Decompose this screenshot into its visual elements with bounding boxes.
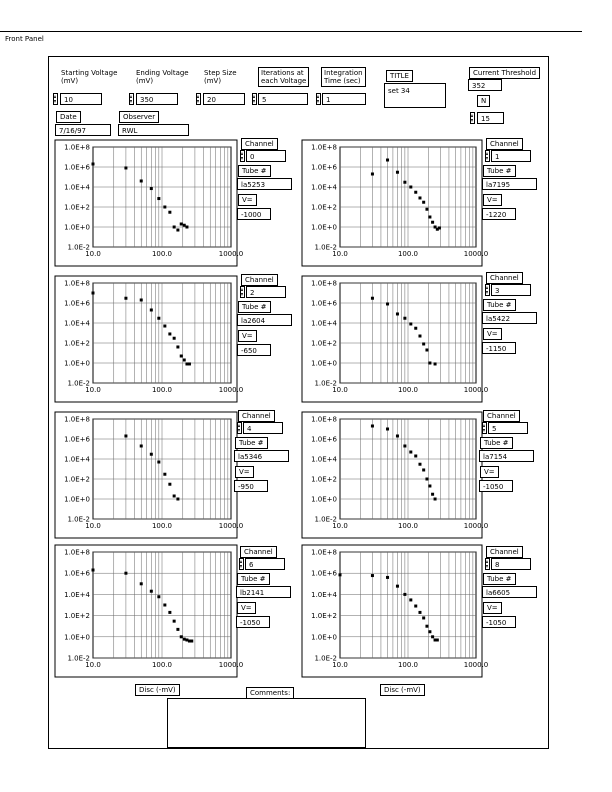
- data-point: [339, 573, 342, 576]
- data-point: [371, 574, 374, 577]
- data-point: [409, 186, 412, 189]
- data-point: [176, 229, 179, 232]
- channel-input[interactable]: 3: [491, 284, 531, 296]
- y-tick-label: 1.0E+6: [311, 569, 337, 578]
- current-threshold-input[interactable]: 352: [468, 79, 502, 91]
- x-tick-label: 10.0: [85, 661, 101, 669]
- y-tick-label: 1.0E+2: [64, 612, 90, 621]
- data-point: [176, 345, 179, 348]
- n-label: N: [477, 95, 490, 107]
- x-tick-label: 1000.0: [218, 661, 244, 669]
- x-tick-label: 100.0: [151, 386, 173, 394]
- tube-input[interactable]: la7154: [479, 450, 534, 462]
- y-tick-label: 1.0E+8: [64, 279, 90, 288]
- channel-label: Channel: [240, 546, 277, 558]
- data-point: [422, 201, 425, 204]
- x-axis-label-left: Disc (-mV): [135, 684, 180, 696]
- data-point: [386, 576, 389, 579]
- data-point: [168, 332, 171, 335]
- data-point: [409, 322, 412, 325]
- data-point: [168, 211, 171, 214]
- data-point: [434, 498, 437, 501]
- tube-input[interactable]: la6605: [482, 586, 537, 598]
- chart-5: [302, 412, 488, 538]
- x-tick-label: 100.0: [151, 522, 173, 530]
- data-point: [180, 222, 183, 225]
- data-point: [422, 468, 425, 471]
- channel-spinner[interactable]: [485, 284, 490, 296]
- data-point: [173, 620, 176, 623]
- chart-3: [302, 276, 488, 402]
- data-point: [92, 292, 95, 295]
- data-point: [403, 317, 406, 320]
- step-size-input[interactable]: 20: [203, 93, 245, 105]
- starting-voltage-input[interactable]: 10: [60, 93, 102, 105]
- tube-input[interactable]: la5346: [234, 450, 289, 462]
- data-point: [140, 582, 143, 585]
- v-label: V=: [483, 602, 502, 614]
- data-point: [157, 461, 160, 464]
- y-tick-label: 1.0E-2: [67, 379, 90, 388]
- current-threshold-label: Current Threshold: [469, 67, 540, 79]
- data-point: [163, 473, 166, 476]
- channel-spinner[interactable]: [237, 422, 242, 434]
- v-input[interactable]: -1050: [482, 616, 516, 628]
- data-point: [386, 302, 389, 305]
- y-tick-label: 1.0E+0: [64, 495, 90, 504]
- y-tick-label: 1.0E+0: [311, 359, 337, 368]
- data-point: [414, 191, 417, 194]
- x-tick-label: 10.0: [332, 522, 348, 530]
- data-point: [188, 362, 191, 365]
- channel-spinner[interactable]: [485, 150, 490, 162]
- y-tick-label: 1.0E+6: [64, 569, 90, 578]
- data-point: [396, 434, 399, 437]
- y-tick-label: 1.0E+8: [64, 548, 90, 557]
- title-input[interactable]: set 34: [384, 83, 446, 108]
- starting-voltage-label: Starting Voltage (mV): [61, 69, 118, 85]
- channel-input[interactable]: 6: [245, 558, 285, 570]
- x-tick-label: 100.0: [397, 386, 419, 394]
- y-tick-label: 1.0E+4: [64, 183, 90, 192]
- x-tick-label: 10.0: [85, 386, 101, 394]
- tube-input[interactable]: la5253: [237, 178, 292, 190]
- data-point: [140, 444, 143, 447]
- tube-input[interactable]: la7195: [482, 178, 537, 190]
- data-point: [371, 172, 374, 175]
- n-input[interactable]: 15: [477, 112, 504, 124]
- x-tick-label: 100.0: [151, 661, 173, 669]
- tube-label: Tube #: [483, 299, 516, 311]
- y-tick-label: 1.0E+0: [64, 633, 90, 642]
- integration-time-input[interactable]: 1: [322, 93, 366, 105]
- channel-label: Channel: [241, 274, 278, 286]
- v-input[interactable]: -1050: [479, 480, 513, 492]
- channel-spinner[interactable]: [485, 558, 490, 570]
- y-tick-label: 1.0E+8: [311, 548, 337, 557]
- y-tick-label: 1.0E+4: [311, 183, 337, 192]
- tube-input[interactable]: la2604: [237, 314, 292, 326]
- channel-spinner[interactable]: [240, 286, 245, 298]
- y-tick-label: 1.0E-2: [67, 243, 90, 252]
- data-point: [157, 317, 160, 320]
- channel-label: Channel: [241, 138, 278, 150]
- y-tick-label: 1.0E+6: [311, 299, 337, 308]
- y-tick-label: 1.0E+6: [64, 435, 90, 444]
- y-tick-label: 1.0E+0: [311, 223, 337, 232]
- data-point: [176, 498, 179, 501]
- data-point: [180, 635, 183, 638]
- x-tick-label: 10.0: [332, 250, 348, 258]
- data-point: [431, 635, 434, 638]
- data-point: [163, 206, 166, 209]
- y-tick-label: 1.0E-2: [67, 654, 90, 663]
- channel-input[interactable]: 4: [243, 422, 283, 434]
- data-point: [163, 604, 166, 607]
- y-tick-label: 1.0E+4: [64, 319, 90, 328]
- v-label: V=: [235, 466, 254, 478]
- channel-spinner[interactable]: [239, 558, 244, 570]
- data-point: [434, 362, 437, 365]
- v-input[interactable]: -950: [234, 480, 268, 492]
- data-point: [124, 572, 127, 575]
- y-tick-label: 1.0E+8: [64, 143, 90, 152]
- channel-input[interactable]: 1: [491, 150, 531, 162]
- ending-voltage-input[interactable]: 350: [136, 93, 178, 105]
- data-point: [124, 434, 127, 437]
- y-tick-label: 1.0E+2: [64, 339, 90, 348]
- date-label: Date: [56, 111, 81, 123]
- data-point: [425, 625, 428, 628]
- data-point: [418, 335, 421, 338]
- data-point: [150, 453, 153, 456]
- tube-label: Tube #: [483, 573, 516, 585]
- x-tick-label: 1000.0: [218, 386, 244, 394]
- data-point: [418, 611, 421, 614]
- y-tick-label: 1.0E+2: [311, 612, 337, 621]
- v-input[interactable]: -1000: [237, 208, 271, 220]
- data-point: [431, 493, 434, 496]
- x-tick-label: 1000.0: [463, 661, 489, 669]
- data-point: [140, 179, 143, 182]
- y-tick-label: 1.0E+8: [311, 143, 337, 152]
- channel-label: Channel: [486, 272, 523, 284]
- data-point: [173, 494, 176, 497]
- y-tick-label: 1.0E-2: [314, 379, 337, 388]
- y-tick-label: 1.0E+6: [311, 163, 337, 172]
- window-title: Front Panel: [5, 35, 44, 43]
- data-point: [163, 325, 166, 328]
- channel-label: Channel: [483, 410, 520, 422]
- tube-input[interactable]: la5422: [482, 312, 537, 324]
- v-label: V=: [483, 194, 502, 206]
- data-point: [157, 197, 160, 200]
- data-point: [418, 463, 421, 466]
- data-point: [92, 569, 95, 572]
- channel-label: Channel: [238, 410, 275, 422]
- x-tick-label: 10.0: [332, 661, 348, 669]
- v-label: V=: [237, 602, 256, 614]
- x-tick-label: 1000.0: [218, 522, 244, 530]
- tube-label: Tube #: [238, 301, 271, 313]
- observer-label: Observer: [119, 111, 159, 123]
- data-point: [428, 630, 431, 633]
- data-point: [431, 221, 434, 224]
- data-point: [396, 171, 399, 174]
- y-tick-label: 1.0E+6: [64, 299, 90, 308]
- data-point: [176, 628, 179, 631]
- data-point: [92, 162, 95, 165]
- step-size-label: Step Size (mV): [204, 69, 237, 85]
- channel-input[interactable]: 5: [488, 422, 528, 434]
- data-point: [168, 611, 171, 614]
- v-input[interactable]: -1050: [236, 616, 270, 628]
- data-point: [414, 327, 417, 330]
- data-point: [428, 216, 431, 219]
- data-point: [418, 196, 421, 199]
- data-point: [183, 224, 186, 227]
- ending-voltage-label: Ending Voltage (mV): [136, 69, 189, 85]
- data-point: [425, 348, 428, 351]
- y-tick-label: 1.0E-2: [314, 515, 337, 524]
- data-point: [409, 451, 412, 454]
- data-point: [422, 342, 425, 345]
- y-tick-label: 1.0E+2: [311, 475, 337, 484]
- title-label: TITLE: [386, 70, 413, 82]
- comments-label: Comments:: [246, 687, 294, 699]
- comments-textarea[interactable]: [167, 698, 366, 748]
- chart-2: [55, 276, 243, 402]
- y-tick-label: 1.0E-2: [67, 515, 90, 524]
- x-tick-label: 10.0: [332, 386, 348, 394]
- data-point: [428, 484, 431, 487]
- data-point: [150, 187, 153, 190]
- y-tick-label: 1.0E+4: [311, 319, 337, 328]
- date-input[interactable]: 7/16/97: [55, 124, 111, 136]
- x-tick-label: 10.0: [85, 250, 101, 258]
- data-point: [173, 226, 176, 229]
- data-point: [425, 208, 428, 211]
- y-tick-label: 1.0E-2: [314, 654, 337, 663]
- data-point: [386, 428, 389, 431]
- data-point: [190, 640, 193, 643]
- data-point: [150, 308, 153, 311]
- y-tick-label: 1.0E+0: [311, 633, 337, 642]
- data-point: [180, 355, 183, 358]
- data-point: [150, 590, 153, 593]
- y-tick-label: 1.0E+8: [311, 415, 337, 424]
- y-tick-label: 1.0E+4: [311, 455, 337, 464]
- data-point: [396, 312, 399, 315]
- chart-4: [55, 412, 243, 538]
- data-point: [168, 483, 171, 486]
- data-point: [386, 159, 389, 162]
- data-point: [124, 166, 127, 169]
- data-point: [425, 478, 428, 481]
- v-label: V=: [480, 466, 499, 478]
- data-point: [140, 298, 143, 301]
- y-tick-label: 1.0E+2: [311, 339, 337, 348]
- y-tick-label: 1.0E+8: [311, 279, 337, 288]
- y-tick-label: 1.0E+6: [64, 163, 90, 172]
- channel-input[interactable]: 0: [246, 150, 286, 162]
- data-point: [371, 297, 374, 300]
- data-point: [403, 444, 406, 447]
- iterations-input[interactable]: 5: [258, 93, 308, 105]
- y-tick-label: 1.0E+2: [64, 475, 90, 484]
- tube-label: Tube #: [237, 573, 270, 585]
- data-point: [157, 595, 160, 598]
- data-point: [409, 598, 412, 601]
- data-point: [185, 226, 188, 229]
- v-label: V=: [238, 194, 257, 206]
- x-tick-label: 1000.0: [463, 250, 489, 258]
- channel-spinner[interactable]: [240, 150, 245, 162]
- data-point: [436, 638, 439, 641]
- data-point: [414, 605, 417, 608]
- x-tick-label: 100.0: [397, 522, 419, 530]
- x-tick-label: 100.0: [151, 250, 173, 258]
- data-point: [403, 181, 406, 184]
- data-point: [124, 297, 127, 300]
- y-tick-label: 1.0E+2: [64, 203, 90, 212]
- y-tick-label: 1.0E+0: [64, 223, 90, 232]
- y-tick-label: 1.0E+4: [311, 590, 337, 599]
- chart-6: [55, 545, 243, 677]
- tube-label: Tube #: [483, 165, 516, 177]
- y-tick-label: 1.0E+4: [64, 455, 90, 464]
- chart-7: [302, 545, 488, 677]
- data-point: [396, 585, 399, 588]
- integration-time-label: Integration Time (sec): [321, 67, 366, 87]
- v-input[interactable]: -1150: [482, 342, 516, 354]
- tube-label: Tube #: [238, 165, 271, 177]
- data-point: [422, 616, 425, 619]
- x-tick-label: 1000.0: [463, 522, 489, 530]
- x-tick-label: 1000.0: [463, 386, 489, 394]
- y-tick-label: 1.0E+2: [311, 203, 337, 212]
- y-tick-label: 1.0E+8: [64, 415, 90, 424]
- tube-label: Tube #: [235, 437, 268, 449]
- data-point: [183, 638, 186, 641]
- y-tick-label: 1.0E+6: [311, 435, 337, 444]
- channel-input[interactable]: 2: [246, 286, 286, 298]
- v-input[interactable]: -1220: [482, 208, 516, 220]
- data-point: [428, 362, 431, 365]
- data-point: [403, 593, 406, 596]
- iterations-label: Iterations at each Voltage: [258, 67, 309, 87]
- x-tick-label: 100.0: [397, 250, 419, 258]
- channel-label: Channel: [486, 138, 523, 150]
- tube-label: Tube #: [480, 437, 513, 449]
- data-point: [371, 424, 374, 427]
- channel-spinner[interactable]: [482, 422, 487, 434]
- data-point: [438, 226, 441, 229]
- chart-0: [55, 140, 243, 266]
- y-tick-label: 1.0E+0: [311, 495, 337, 504]
- y-tick-label: 1.0E+4: [64, 590, 90, 599]
- y-tick-label: 1.0E-2: [314, 243, 337, 252]
- x-tick-label: 10.0: [85, 522, 101, 530]
- v-label: V=: [238, 330, 257, 342]
- data-point: [183, 358, 186, 361]
- y-tick-label: 1.0E+0: [64, 359, 90, 368]
- v-input[interactable]: -650: [237, 344, 271, 356]
- channel-label: Channel: [486, 546, 523, 558]
- x-axis-label-right: Disc (-mV): [380, 684, 425, 696]
- channel-input[interactable]: 8: [491, 558, 531, 570]
- data-point: [173, 337, 176, 340]
- data-point: [414, 454, 417, 457]
- x-tick-label: 1000.0: [218, 250, 244, 258]
- x-tick-label: 100.0: [397, 661, 419, 669]
- observer-input[interactable]: RWL: [118, 124, 189, 136]
- v-label: V=: [483, 328, 502, 340]
- chart-1: [302, 140, 488, 266]
- tube-input[interactable]: lb2141: [236, 586, 291, 598]
